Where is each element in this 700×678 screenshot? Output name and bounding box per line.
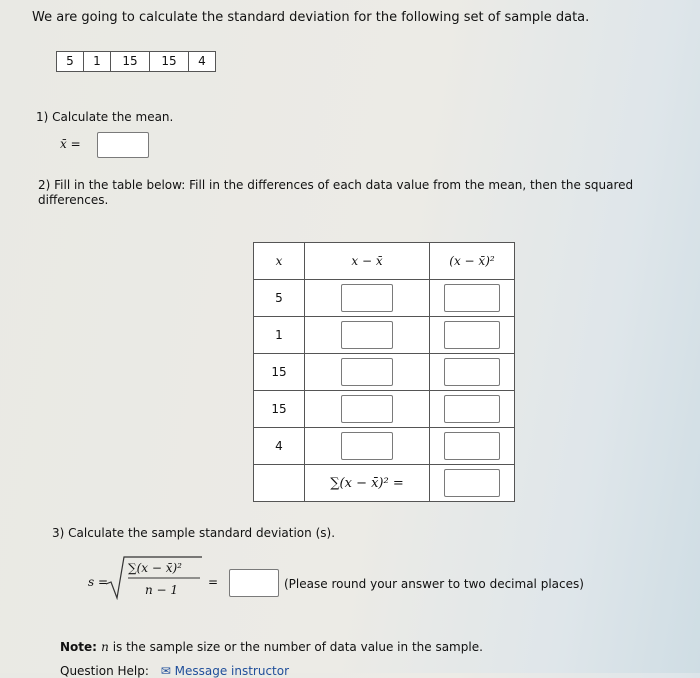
deviation-input[interactable]	[341, 395, 393, 423]
equals-sign: =	[208, 575, 219, 589]
intro-text: We are going to calculate the standard deviation for the following set of sample data.	[32, 10, 590, 25]
table-row	[254, 428, 515, 465]
table-row	[254, 317, 515, 354]
sample-data-strip	[56, 51, 216, 72]
std-dev-input[interactable]	[229, 569, 279, 597]
note-text	[60, 640, 483, 654]
table-row	[254, 391, 515, 428]
deviation-input[interactable]	[341, 358, 393, 386]
squared-deviation-input[interactable]	[444, 432, 500, 460]
row-x-value: 1	[254, 317, 305, 354]
sum-squared-input[interactable]	[444, 469, 500, 497]
table-row	[254, 354, 515, 391]
step1-label: 1) Calculate the mean.	[36, 110, 174, 124]
message-instructor-label: Message instructor	[174, 664, 290, 678]
step3-label: 3) Calculate the sample standard deviation (s).	[52, 526, 336, 540]
squared-deviation-input[interactable]	[444, 321, 500, 349]
mail-icon: ✉	[160, 664, 171, 678]
mean-input[interactable]	[97, 132, 149, 158]
deviation-input[interactable]	[341, 432, 393, 460]
message-instructor-link[interactable]	[161, 664, 289, 678]
row-x-value: 15	[254, 391, 305, 428]
sum-label: ∑(x − x̄)² =	[305, 465, 430, 502]
header-squared-deviation: (x − x̄)²	[430, 243, 515, 280]
question-help-label: Question Help:	[60, 664, 149, 678]
sqrt-numerator: ∑(x − x̄)²	[128, 561, 182, 575]
sum-row-blank	[254, 465, 305, 502]
mean-symbol: x̄ =	[60, 137, 81, 151]
header-deviation: x − x̄	[305, 243, 430, 280]
squared-deviation-input[interactable]	[444, 395, 500, 423]
data-value: 4	[198, 54, 206, 68]
squared-deviation-input[interactable]	[444, 358, 500, 386]
row-x-value: 5	[254, 280, 305, 317]
header-x: x	[254, 243, 305, 280]
table-row	[254, 280, 515, 317]
step2-label: 2) Fill in the table below: Fill in the differences of each data value from the mean, then the squared differences.	[38, 178, 634, 207]
row-x-value: 15	[254, 354, 305, 391]
deviation-input[interactable]	[341, 284, 393, 312]
row-x-value: 4	[254, 428, 305, 465]
sum-row	[254, 465, 515, 502]
deviation-table	[253, 242, 515, 502]
sqrt-denominator: n − 1	[145, 583, 179, 597]
note-body: is the sample size or the number of data value in the sample.	[108, 640, 483, 654]
squared-deviation-input[interactable]	[444, 284, 500, 312]
data-value: 15	[111, 52, 150, 71]
question-help	[60, 664, 289, 678]
deviation-input[interactable]	[341, 321, 393, 349]
note-prefix: Note:	[60, 640, 102, 654]
data-value: 15	[150, 52, 189, 71]
data-value: 5	[57, 52, 84, 71]
data-value: 1	[84, 52, 111, 71]
round-note: (Please round your answer to two decimal places)	[284, 577, 584, 591]
note-n: n	[101, 640, 109, 654]
s-symbol: s =	[88, 575, 109, 589]
